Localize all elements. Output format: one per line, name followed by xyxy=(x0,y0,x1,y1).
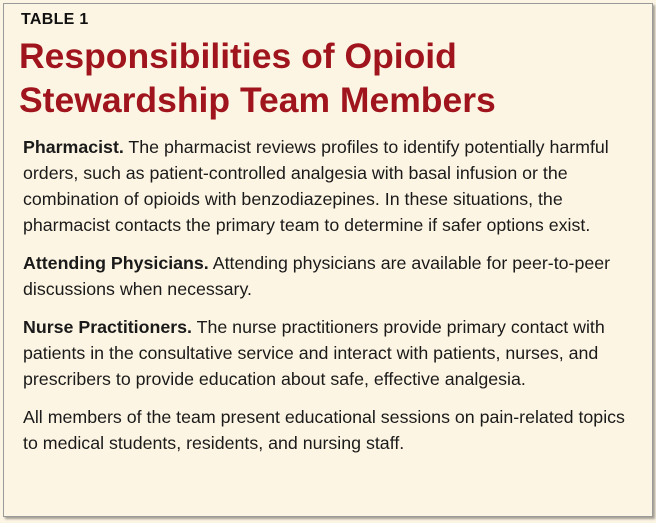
entry-term: Nurse Practitioners. xyxy=(23,317,192,337)
table-body xyxy=(23,134,643,456)
entry-pharmacist xyxy=(23,134,643,238)
entry-text: Attending physicians are available for peer-to-peer discussions when necessary. xyxy=(23,253,611,299)
entry-term: Attending Physicians. xyxy=(23,253,209,273)
entry-text: The nurse practitioners provide primary contact with patients in the consultative service and interact with patients, nurses, and prescribers to provide education about safe, effective analgesia. xyxy=(23,317,605,389)
entry-term: Pharmacist. xyxy=(23,137,124,157)
table-label: TABLE 1 xyxy=(21,11,89,28)
entry-text: The pharmacist reviews profiles to identify potentially harmful orders, such as patient-controlled analgesia with basal infusion or the combination of opioids with benzodiazepines. In these situations, the pharmacist contacts the primary team to determine if safer options exist. xyxy=(23,137,609,235)
table-title: Responsibilities of Opioid Stewardship Team Members xyxy=(19,36,496,120)
entry-attending-physicians xyxy=(23,250,643,302)
entry-nurse-practitioners xyxy=(23,314,643,392)
closing-paragraph: All members of the team present educational sessions on pain-related topics to medical students, residents, and nursing staff. xyxy=(23,407,625,453)
table-panel xyxy=(3,3,653,517)
